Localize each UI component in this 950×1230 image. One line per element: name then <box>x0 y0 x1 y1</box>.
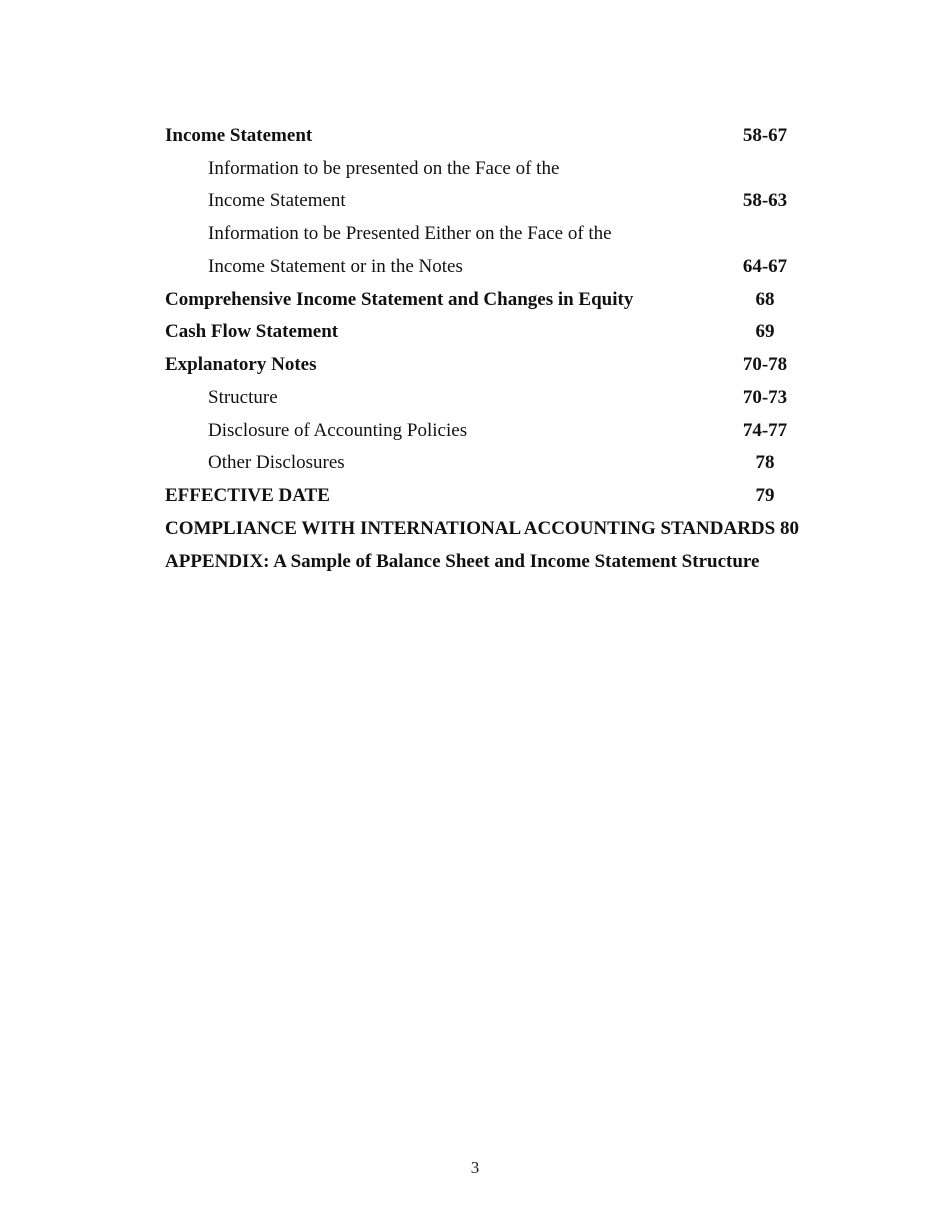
toc-entry-compliance-ias <box>0 515 950 543</box>
toc-entry-appendix <box>0 548 950 576</box>
toc-entry-label: Income Statement <box>208 190 346 211</box>
toc-entry-label: Comprehensive Income Statement and Changes in Equity <box>165 289 634 310</box>
toc-entry-income-statement <box>0 122 950 150</box>
toc-entry-comprehensive-income <box>0 286 950 314</box>
toc-subentry-accounting-policies <box>0 417 950 445</box>
toc-entry-explanatory-notes <box>0 351 950 379</box>
toc-entry-label: Structure <box>208 387 278 408</box>
page-number: 3 <box>470 1158 480 1177</box>
toc-entry-label: Income Statement or in the Notes <box>208 256 463 277</box>
toc-entry-cash-flow <box>0 318 950 346</box>
toc-entry-label <box>165 515 799 543</box>
toc-entry-page: 79 <box>755 485 775 506</box>
toc-entry-label: Disclosure of Accounting Policies <box>208 420 468 441</box>
toc-subentry-structure <box>0 384 950 412</box>
toc-entry-page: 64-67 <box>742 256 788 277</box>
toc-entry-label: EFFECTIVE DATE <box>165 485 330 506</box>
toc-entry-label: Explanatory Notes <box>165 354 317 375</box>
toc-entry-page: 69 <box>755 321 775 342</box>
toc-subentry-face-info-line2 <box>0 187 950 215</box>
toc-entry-effective-date <box>0 482 950 510</box>
toc-subentry-face-or-notes-line2 <box>0 253 950 281</box>
toc-entry-label: Income Statement <box>165 125 313 146</box>
toc-entry-page: 74-77 <box>742 420 788 441</box>
toc-entry-page: 58-67 <box>742 125 788 146</box>
toc-subentry-face-or-notes-line1 <box>0 220 950 248</box>
toc-subentry-other-disclosures <box>0 449 950 477</box>
toc-entry-page: 70-78 <box>742 354 788 375</box>
toc-entry-page: 58-63 <box>742 190 788 211</box>
toc-entry-page: 80 <box>779 518 799 539</box>
toc-entry-label-text: COMPLIANCE WITH INTERNATIONAL ACCOUNTING STANDARDS <box>165 518 776 539</box>
toc-entry-page: 68 <box>755 289 775 310</box>
toc-entry-label: APPENDIX: A Sample of Balance Sheet and Income Statement Structure <box>165 551 760 572</box>
toc-entry-page: 78 <box>755 452 775 473</box>
toc-entry-label: Information to be presented on the Face of the <box>208 158 560 179</box>
toc-subentry-face-info-line1 <box>0 155 950 183</box>
toc-entry-label: Information to be Presented Either on the Face of the <box>208 223 612 244</box>
toc-entry-label: Cash Flow Statement <box>165 321 339 342</box>
toc-entry-label: Other Disclosures <box>208 452 345 473</box>
toc-entry-page: 70-73 <box>742 387 788 408</box>
